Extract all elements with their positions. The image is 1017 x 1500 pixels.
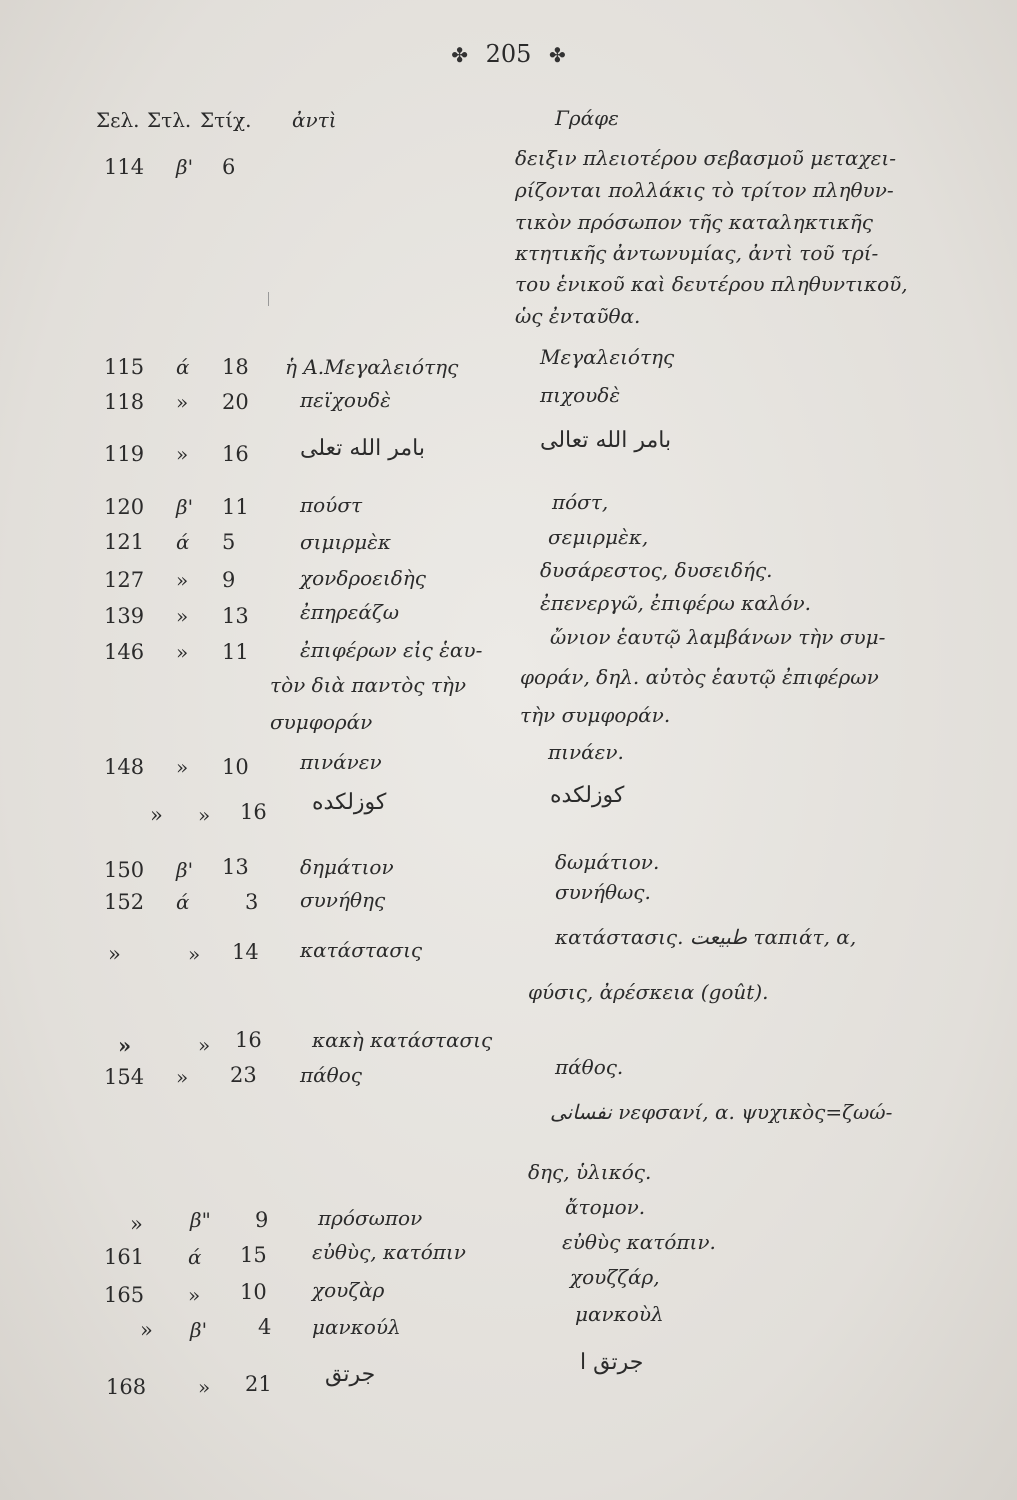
row-stich: 3 [245, 890, 259, 914]
row-stl: » [176, 390, 189, 414]
note-line: δειξιν πλειοτέρου σεβασμοῦ μεταχει- [515, 146, 896, 170]
row-sel: 127 [104, 568, 145, 592]
row-correct: συνήθως. [555, 880, 651, 904]
row-wrong: σιμιρμὲκ [300, 530, 391, 554]
row-stich: 11 [222, 640, 249, 664]
row-stl: » [176, 568, 189, 592]
row-stich: 10 [222, 755, 249, 779]
row-wrong-arabic: كوزلكده [312, 790, 387, 815]
ornament-right-icon: ✤ [549, 43, 566, 67]
row-correct-continuation: نفسانى νεφσανί, α. ψυχικὸς=ζωώ- [550, 1100, 893, 1124]
note-line: κτητικῆς ἀντωνυμίας, ἀντὶ τοῦ τρί- [515, 241, 879, 265]
row-wrong: πούστ [300, 493, 363, 517]
row-sel: 115 [104, 355, 145, 379]
row-sel: 148 [104, 755, 145, 779]
page-number: 205 [485, 40, 532, 68]
row-sel: 146 [104, 640, 145, 664]
row-correct: πόστ, [552, 490, 609, 514]
row-stl: β' [176, 858, 194, 882]
row-correct: ὤνιον ἑαυτῷ λαμβάνων τὴν συμ- [550, 625, 886, 649]
note-line: τικὸν πρόσωπον τῆς καταληκτικῆς [515, 210, 873, 234]
row-correct: ἐπενεργῶ, ἐπιφέρω καλόν. [540, 591, 811, 615]
row-sel: 150 [104, 858, 145, 882]
note-stl: β' [176, 155, 194, 179]
header-grafe: Γράφε [555, 106, 619, 130]
row-correct: ἄτομον. [565, 1195, 646, 1219]
header-stich: Στίχ. [200, 108, 252, 132]
row-stl: » [176, 640, 189, 664]
row-correct: εὐθὺς κατόπιν. [562, 1230, 716, 1254]
row-sel: » [130, 1212, 143, 1236]
row-stich: 4 [258, 1315, 272, 1339]
row-stl: » [176, 442, 189, 466]
row-sel: 139 [104, 604, 145, 628]
note-line: ὡς ἐνταῦθα. [515, 304, 641, 328]
row-stich: 16 [240, 800, 267, 824]
row-correct: σεμιρμὲκ, [548, 525, 649, 549]
row-wrong-arabic: جرتق [325, 1362, 376, 1387]
row-sel: » [108, 942, 121, 966]
row-sel: » [140, 1318, 153, 1342]
row-wrong: ἐπιφέρων εἰς ἑαυ- [300, 638, 483, 662]
row-wrong: κακὴ κατάστασις [312, 1028, 493, 1052]
row-wrong: χονδροειδὴς [300, 566, 426, 590]
row-stl: » [198, 1375, 211, 1399]
row-wrong: συνήθης [300, 888, 386, 912]
row-wrong-continuation: συμφοράν [270, 710, 373, 734]
row-stl: » [176, 755, 189, 779]
row-sel: 165 [104, 1283, 145, 1307]
row-sel: 119 [104, 442, 145, 466]
row-stl: » [188, 942, 201, 966]
row-sel: 121 [104, 530, 145, 554]
row-correct: κατάστασις. طبيعت ταπιάτ, α, [555, 925, 857, 949]
row-stl: ά [176, 355, 190, 379]
row-sel: 152 [104, 890, 145, 914]
row-stich: 9 [255, 1208, 269, 1232]
row-wrong-continuation: τὸν διὰ παντὸς τὴν [270, 673, 467, 697]
row-correct-continuation: δης, ὑλικός. [528, 1160, 652, 1184]
row-stl: β' [190, 1318, 208, 1342]
header-stl: Στλ. [147, 108, 192, 132]
row-stich: 18 [222, 355, 249, 379]
row-stich: 16 [235, 1028, 262, 1052]
header-sel: Σελ. [96, 108, 140, 132]
row-correct: πινάεν. [548, 740, 624, 764]
row-correct-continuation: φύσις, ἀρέσκεια (goût). [528, 980, 769, 1004]
row-sel: » [150, 803, 163, 827]
row-stl: » [176, 1065, 189, 1089]
row-wrong: πινάνεν [300, 750, 382, 774]
row-correct: πάθος. [555, 1055, 624, 1079]
row-stl: » [198, 1033, 211, 1057]
row-wrong: δημάτιον [300, 855, 394, 879]
row-correct-arabic: بامر الله تعالى [540, 428, 672, 453]
row-correct: Μεγαλειότης [540, 345, 675, 369]
row-wrong: ἐπηρεάζω [300, 600, 400, 624]
row-sel: 161 [104, 1245, 145, 1269]
row-correct: πιχουδὲ [540, 383, 621, 407]
row-correct: δωμάτιον. [555, 850, 660, 874]
row-wrong: ἡ Α.Μεγαλειότης [285, 355, 459, 379]
row-stl: » [188, 1283, 201, 1307]
row-wrong: πάθος [300, 1063, 362, 1087]
row-correct-continuation: φοράν, δηλ. αὐτὸς ἑαυτῷ ἐπιφέρων [520, 665, 879, 689]
row-wrong: μανκούλ [312, 1315, 401, 1339]
row-stl: β' [176, 495, 194, 519]
row-correct-arabic: جرتق ا [580, 1350, 644, 1375]
row-stich: 13 [222, 604, 249, 628]
row-sel: 154 [104, 1065, 145, 1089]
row-correct: δυσάρεστος, δυσειδής. [540, 558, 773, 582]
row-sel: 118 [104, 390, 145, 414]
row-wrong: χουζὰρ [312, 1278, 385, 1302]
row-stich: 16 [222, 442, 249, 466]
row-correct-continuation: τὴν συμφοράν. [520, 703, 671, 727]
row-stl: ά [188, 1245, 202, 1269]
ornament-left-icon: ✤ [451, 43, 468, 67]
note-line: ρίζονται πολλάκις τὸ τρίτον πληθυν- [515, 178, 894, 202]
row-stich: 10 [240, 1280, 267, 1304]
row-stl: » [176, 604, 189, 628]
row-correct: χουζζάρ, [570, 1265, 660, 1289]
row-wrong-arabic: بامر الله تعلى [300, 436, 425, 461]
row-wrong: πεϊχουδὲ [300, 388, 391, 412]
row-stl: ά [176, 890, 190, 914]
row-stich: 9 [222, 568, 236, 592]
row-sel: 168 [106, 1375, 147, 1399]
row-correct: μανκοὺλ [575, 1302, 664, 1326]
header-anti: ἀντὶ [292, 108, 337, 132]
row-stich: 21 [245, 1372, 272, 1396]
page-number-line [0, 40, 1017, 68]
print-mark [268, 292, 269, 306]
row-sel: 120 [104, 495, 145, 519]
row-stich: 15 [240, 1243, 267, 1267]
note-line: του ἑνικοῦ καὶ δευτέρου πληθυντικοῦ, [515, 272, 908, 296]
row-stich: 20 [222, 390, 249, 414]
note-sel: 114 [104, 155, 145, 179]
row-stich: 13 [222, 855, 249, 879]
row-wrong: εὐθὺς, κατόπιν [312, 1240, 466, 1264]
row-wrong: πρόσωπον [318, 1206, 423, 1230]
row-stl: » [198, 803, 211, 827]
row-stich: 11 [222, 495, 249, 519]
row-stl: β" [190, 1208, 211, 1232]
row-sel: » [118, 1033, 132, 1058]
row-correct-arabic: كوزلكده [550, 783, 625, 808]
note-stich: 6 [222, 155, 236, 179]
row-wrong: κατάστασις [300, 938, 423, 962]
row-stl: ά [176, 530, 190, 554]
row-stich: 23 [230, 1063, 257, 1087]
row-stich: 14 [232, 940, 259, 964]
row-stich: 5 [222, 530, 236, 554]
